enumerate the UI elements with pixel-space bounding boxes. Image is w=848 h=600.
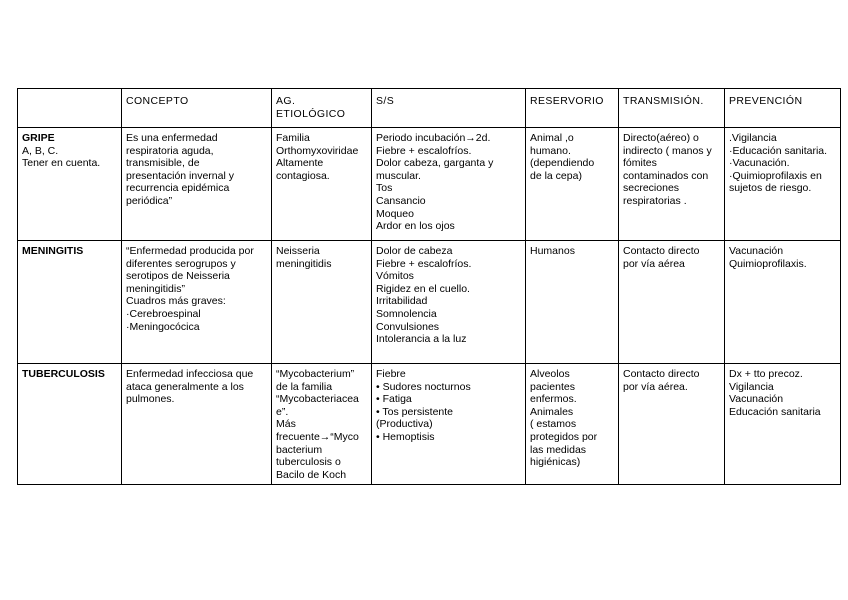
row-label-tuberculosis: [18, 364, 122, 485]
agente-cell: “Mycobacterium” de la familia “Mycobacteriacea e”. Más frecuente→“Myco bacterium tuberculosis o Bacilo de Koch: [272, 364, 372, 485]
agente-cell: Familia Orthomyxoviridae Altamente contagiosa.: [272, 128, 372, 241]
header-prevencion: PREVENCIÓN: [725, 89, 841, 128]
row-label-meningitis: [18, 241, 122, 364]
disease-table: [17, 88, 841, 485]
disease-subtitle: Tener en cuenta.: [22, 157, 101, 170]
header-agente: AG. ETIOLÓGICO: [272, 89, 372, 128]
prevencion-cell: Vacunación Quimioprofilaxis.: [725, 241, 841, 364]
header-transmision: TRANSMISIÓN.: [619, 89, 725, 128]
concepto-cell: Enfermedad infecciosa que ataca generalmente a los pulmones.: [122, 364, 272, 485]
header-ss: S/S: [372, 89, 526, 128]
ss-cell: Fiebre • Sudores nocturnos • Fatiga • Tos persistente (Productiva) • Hemoptisis: [372, 364, 526, 485]
reservorio-cell: Humanos: [526, 241, 619, 364]
ss-cell: Periodo incubación→2d. Fiebre + escalofríos. Dolor cabeza, garganta y muscular. Tos Cansancio Moqueo Ardor en los ojos: [372, 128, 526, 241]
disease-name: GRIPE: [22, 132, 55, 144]
transmision-cell: Directo(aéreo) o indirecto ( manos y fómites contaminados con secreciones respiratorias .: [619, 128, 725, 241]
transmision-cell: Contacto directo por vía aérea: [619, 241, 725, 364]
header-blank: [18, 89, 122, 128]
concepto-cell: “Enfermedad producida por diferentes serogrupos y serotipos de Neisseria meningitidis” Cuadros más graves: ·Cerebroespinal ·Meningocócica: [122, 241, 272, 364]
disease-subtitle: A, B, C.: [22, 144, 59, 157]
disease-name: TUBERCULOSIS: [22, 368, 105, 380]
row-label-gripe: [18, 128, 122, 241]
reservorio-cell: Animal ,o humano. (dependiendo de la cepa): [526, 128, 619, 241]
ss-cell: Dolor de cabeza Fiebre + escalofríos. Vómitos Rigidez en el cuello. Irritabilidad Somnolencia Convulsiones Intolerancia a la luz: [372, 241, 526, 364]
agente-cell: Neisseria meningitidis: [272, 241, 372, 364]
prevencion-cell: Dx + tto precoz. Vigilancia Vacunación Educación sanitaria: [725, 364, 841, 485]
transmision-cell: Contacto directo por vía aérea.: [619, 364, 725, 485]
header-row: [18, 89, 841, 128]
header-concepto: CONCEPTO: [122, 89, 272, 128]
prevencion-cell: .Vigilancia ·Educación sanitaria. ·Vacunación. ·Quimioprofilaxis en sujetos de riesgo.: [725, 128, 841, 241]
concepto-cell: Es una enfermedad respiratoria aguda, transmisible, de presentación invernal y recurrencia epidémica periódica”: [122, 128, 272, 241]
table-row: [18, 364, 841, 485]
table-row: [18, 241, 841, 364]
reservorio-cell: Alveolos pacientes enfermos. Animales ( estamos protegidos por las medidas higiénicas): [526, 364, 619, 485]
table-row: [18, 128, 841, 241]
disease-name: MENINGITIS: [22, 245, 84, 257]
header-reservorio: RESERVORIO: [526, 89, 619, 128]
